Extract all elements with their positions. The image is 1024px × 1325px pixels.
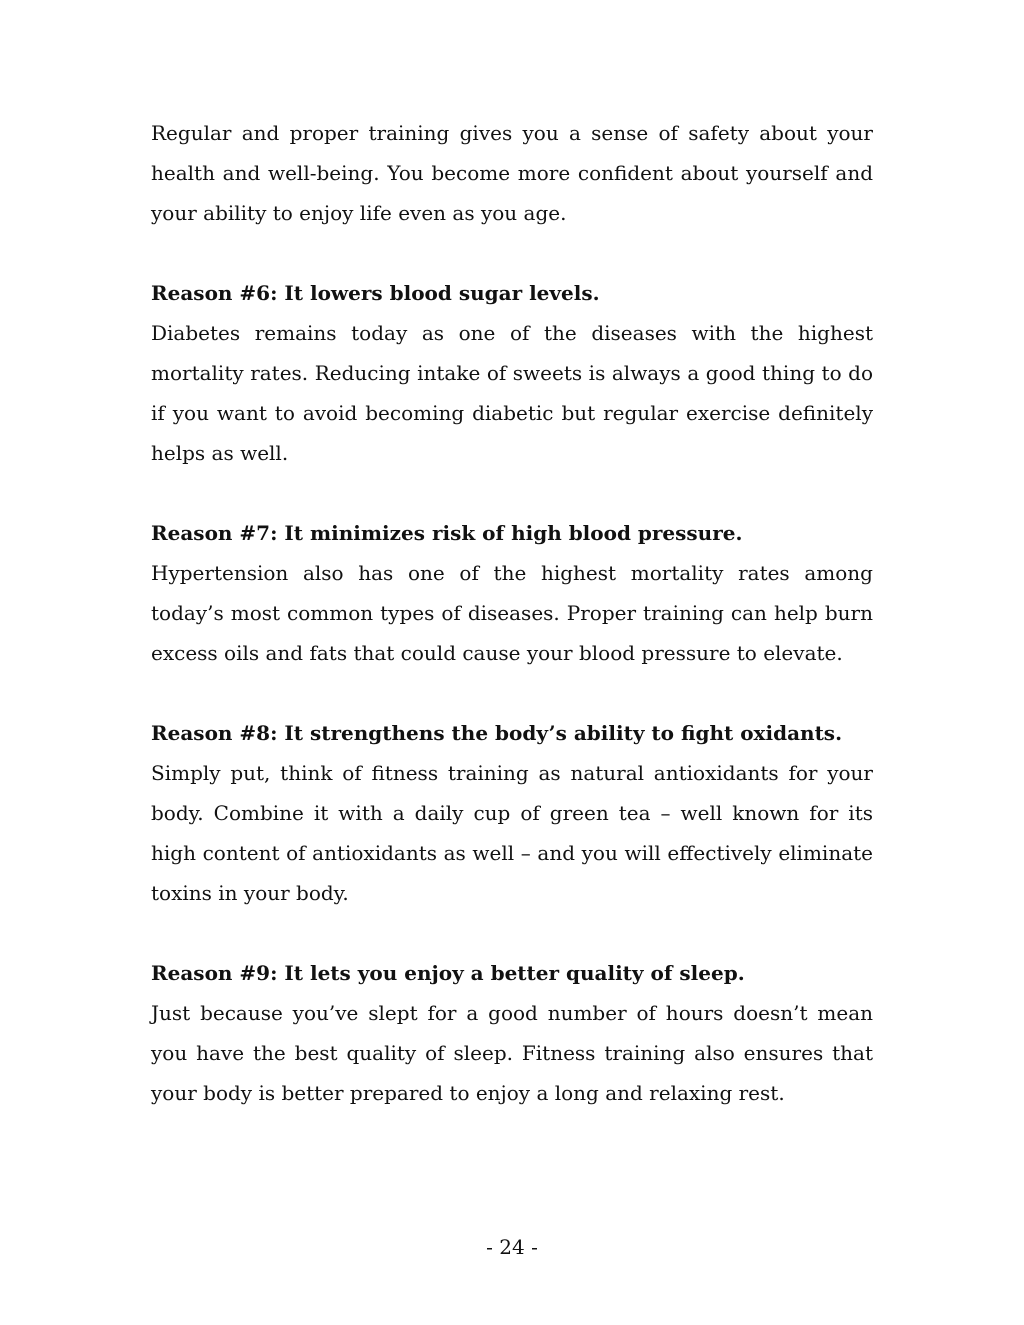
- section-body: Just because you’ve slept for a good number of hours doesn’t mean you have the best quality of sleep. Fitness training also ensures that your body is better prepared to enjoy a long and relaxing rest.: [151, 1001, 873, 1105]
- section-body: Hypertension also has one of the highest mortality rates among today’s most common types of diseases. Proper training can help burn excess oils and fats that could cause your blood pressure to elevate.: [151, 561, 873, 665]
- section-heading: Reason #8: It strengthens the body’s ability to fight oxidants.: [151, 721, 843, 745]
- section-reason-9: [151, 953, 873, 1113]
- section-spacer: [151, 233, 873, 273]
- section-reason-7: [151, 513, 873, 673]
- section-body: Diabetes remains today as one of the diseases with the highest mortality rates. Reducing intake of sweets is always a good thing to do if you want to avoid becoming diabetic but regular exercise definitely helps as well.: [151, 321, 873, 465]
- section-heading: Reason #9: It lets you enjoy a better quality of sleep.: [151, 961, 745, 985]
- section-body: Simply put, think of fitness training as natural antioxidants for your body. Combine it with a daily cup of green tea – well known for its high content of antioxidants as well – and you will effectively eliminate toxins in your body.: [151, 761, 873, 905]
- section-heading: Reason #7: It minimizes risk of high blood pressure.: [151, 521, 743, 545]
- section-spacer: [151, 913, 873, 953]
- section-spacer: [151, 673, 873, 713]
- document-page: [151, 113, 873, 1113]
- page-number: - 24 -: [486, 1235, 538, 1259]
- section-heading: Reason #6: It lowers blood sugar levels.: [151, 281, 600, 305]
- section-reason-6: [151, 273, 873, 473]
- intro-paragraph: Regular and proper training gives you a sense of safety about your health and well-being. You become more confident about yourself and your ability to enjoy life even as you age.: [151, 121, 873, 225]
- section-spacer: [151, 473, 873, 513]
- section-reason-8: [151, 713, 873, 913]
